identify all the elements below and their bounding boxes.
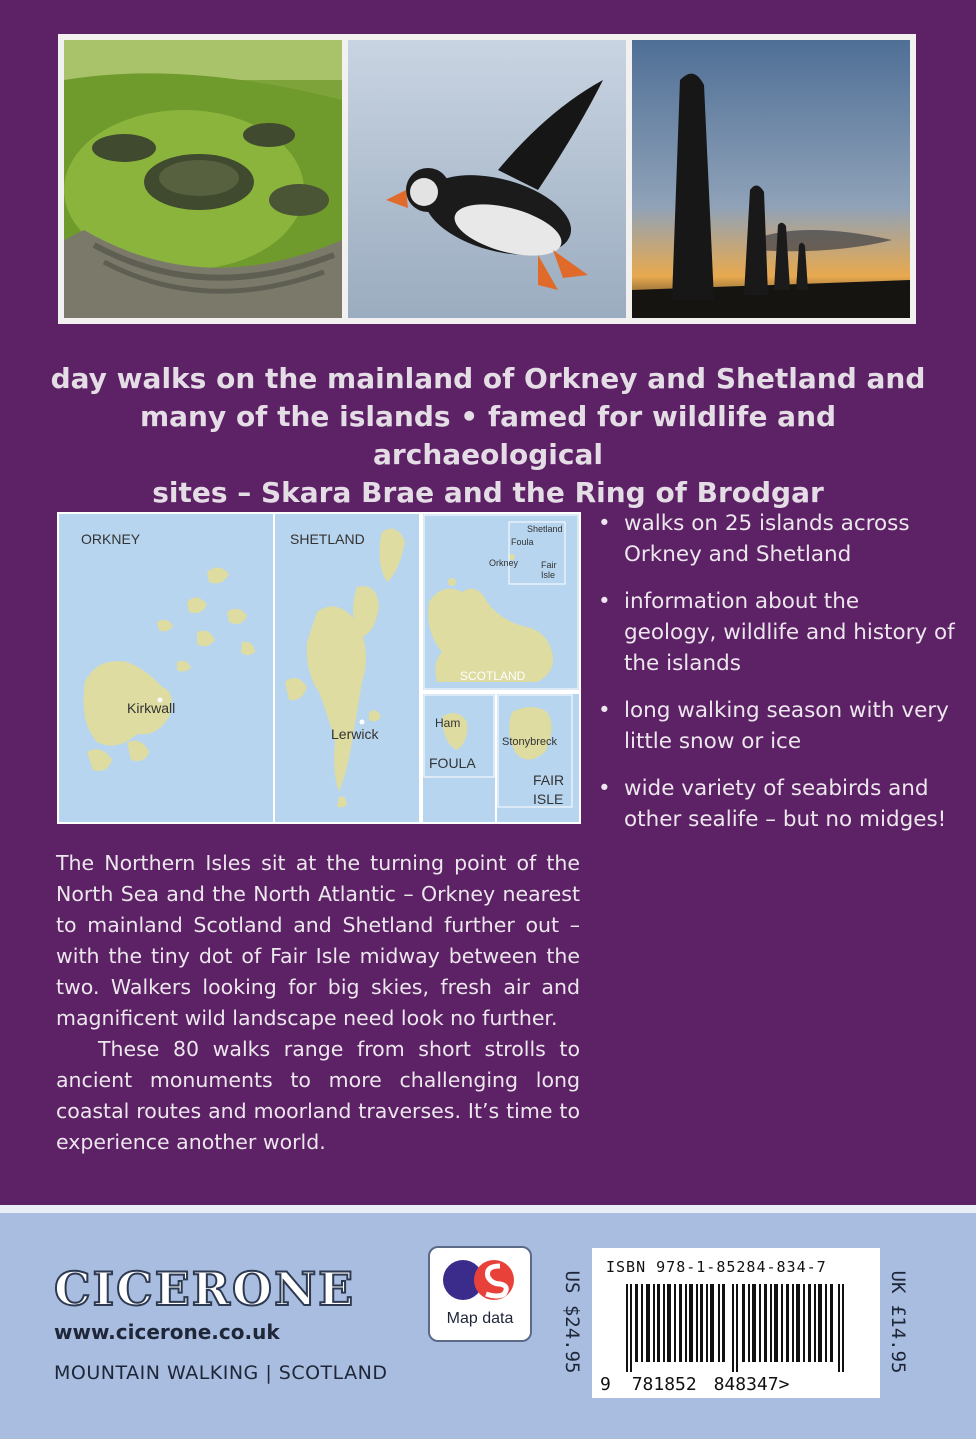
publisher-url[interactable]: www.cicerone.co.uk xyxy=(54,1320,280,1344)
price-us-text: US $24.95 xyxy=(561,1270,583,1374)
lerwick-label: Lerwick xyxy=(331,726,379,742)
feature-item: • long walking season with very little snow or ice xyxy=(598,695,958,757)
feature-item: • information about the geology, wildlife and history of the islands xyxy=(598,586,958,679)
fair-isle-label-2: ISLE xyxy=(533,791,564,807)
ean-first-digit: 9 xyxy=(600,1374,611,1395)
category-line: MOUNTAIN WALKING | SCOTLAND xyxy=(54,1362,388,1384)
inset-foula-label: Foula xyxy=(511,537,534,547)
ean-digits xyxy=(600,1374,880,1395)
orkney-map-panel xyxy=(59,514,273,822)
inset-shetland-label: Shetland xyxy=(527,524,563,534)
price-uk xyxy=(880,1252,916,1392)
feature-item: • walks on 25 islands across Orkney and Shetland xyxy=(598,508,958,570)
puffin-photo xyxy=(348,40,626,318)
kirkwall-label: Kirkwall xyxy=(127,700,176,716)
ean-right-group: 848347 xyxy=(713,1374,779,1395)
price-uk-text: UK £14.95 xyxy=(887,1270,909,1374)
blurb-paragraph-1: The Northern Isles sit at the turning point of the North Sea and the North Atlantic – Orkney nearest to mainland Scotland and Shetland further out – with the tiny dot of Fair Isle midway between the two. Walkers looking for big skies, fresh air and magnificent wild landscape need look no further. xyxy=(56,851,580,1030)
ean-left-group: 781852 xyxy=(631,1374,697,1395)
tagline-line-3: sites – Skara Brae and the Ring of Brodgar xyxy=(152,476,824,509)
standing-stones-photo xyxy=(632,40,910,318)
isbn-text: ISBN 978-1-85284-834-7 xyxy=(606,1258,827,1276)
tagline xyxy=(40,360,936,512)
stonybreck-label: Stonybreck xyxy=(502,736,558,748)
ordnance-survey-logo xyxy=(430,1248,530,1310)
inset-orkney-label: Orkney xyxy=(489,558,519,568)
inset-isle-label: Isle xyxy=(541,570,556,580)
price-us xyxy=(554,1252,590,1392)
locator-map xyxy=(57,512,581,824)
photo-strip xyxy=(58,34,916,324)
os-map-data-label: Map data xyxy=(446,1310,514,1327)
scotland-label: SCOTLAND xyxy=(460,669,526,683)
ham-label: Ham xyxy=(435,716,461,730)
feature-item: • wide variety of seabirds and other sealife – but no midges! xyxy=(598,773,958,835)
tagline-line-2: many of the islands • famed for wildlife and archaeological xyxy=(139,400,837,471)
os-map-data-badge xyxy=(428,1246,532,1342)
cicerone-logo: CICERONE xyxy=(54,1262,356,1316)
ean-arrow: > xyxy=(778,1374,790,1395)
feature-list xyxy=(598,508,958,851)
blurb-paragraph-2: These 80 walks range from short strolls to ancient monuments to more challenging long coastal routes and moorland traverses. It’s time to experience another world. xyxy=(56,1037,580,1154)
footer-divider xyxy=(0,1205,976,1213)
barcode-bars xyxy=(600,1284,872,1372)
foula-label: FOULA xyxy=(429,755,476,771)
orkney-label: ORKNEY xyxy=(81,531,141,547)
tagline-line-1: day walks on the mainland of Orkney and Shetland and xyxy=(50,362,926,395)
inset-fair-label: Fair xyxy=(541,560,557,570)
blurb xyxy=(56,848,580,1158)
fair-isle-label-1: FAIR xyxy=(533,772,565,788)
skara-brae-photo xyxy=(64,40,342,318)
shetland-label: SHETLAND xyxy=(290,531,365,547)
barcode xyxy=(592,1248,880,1398)
